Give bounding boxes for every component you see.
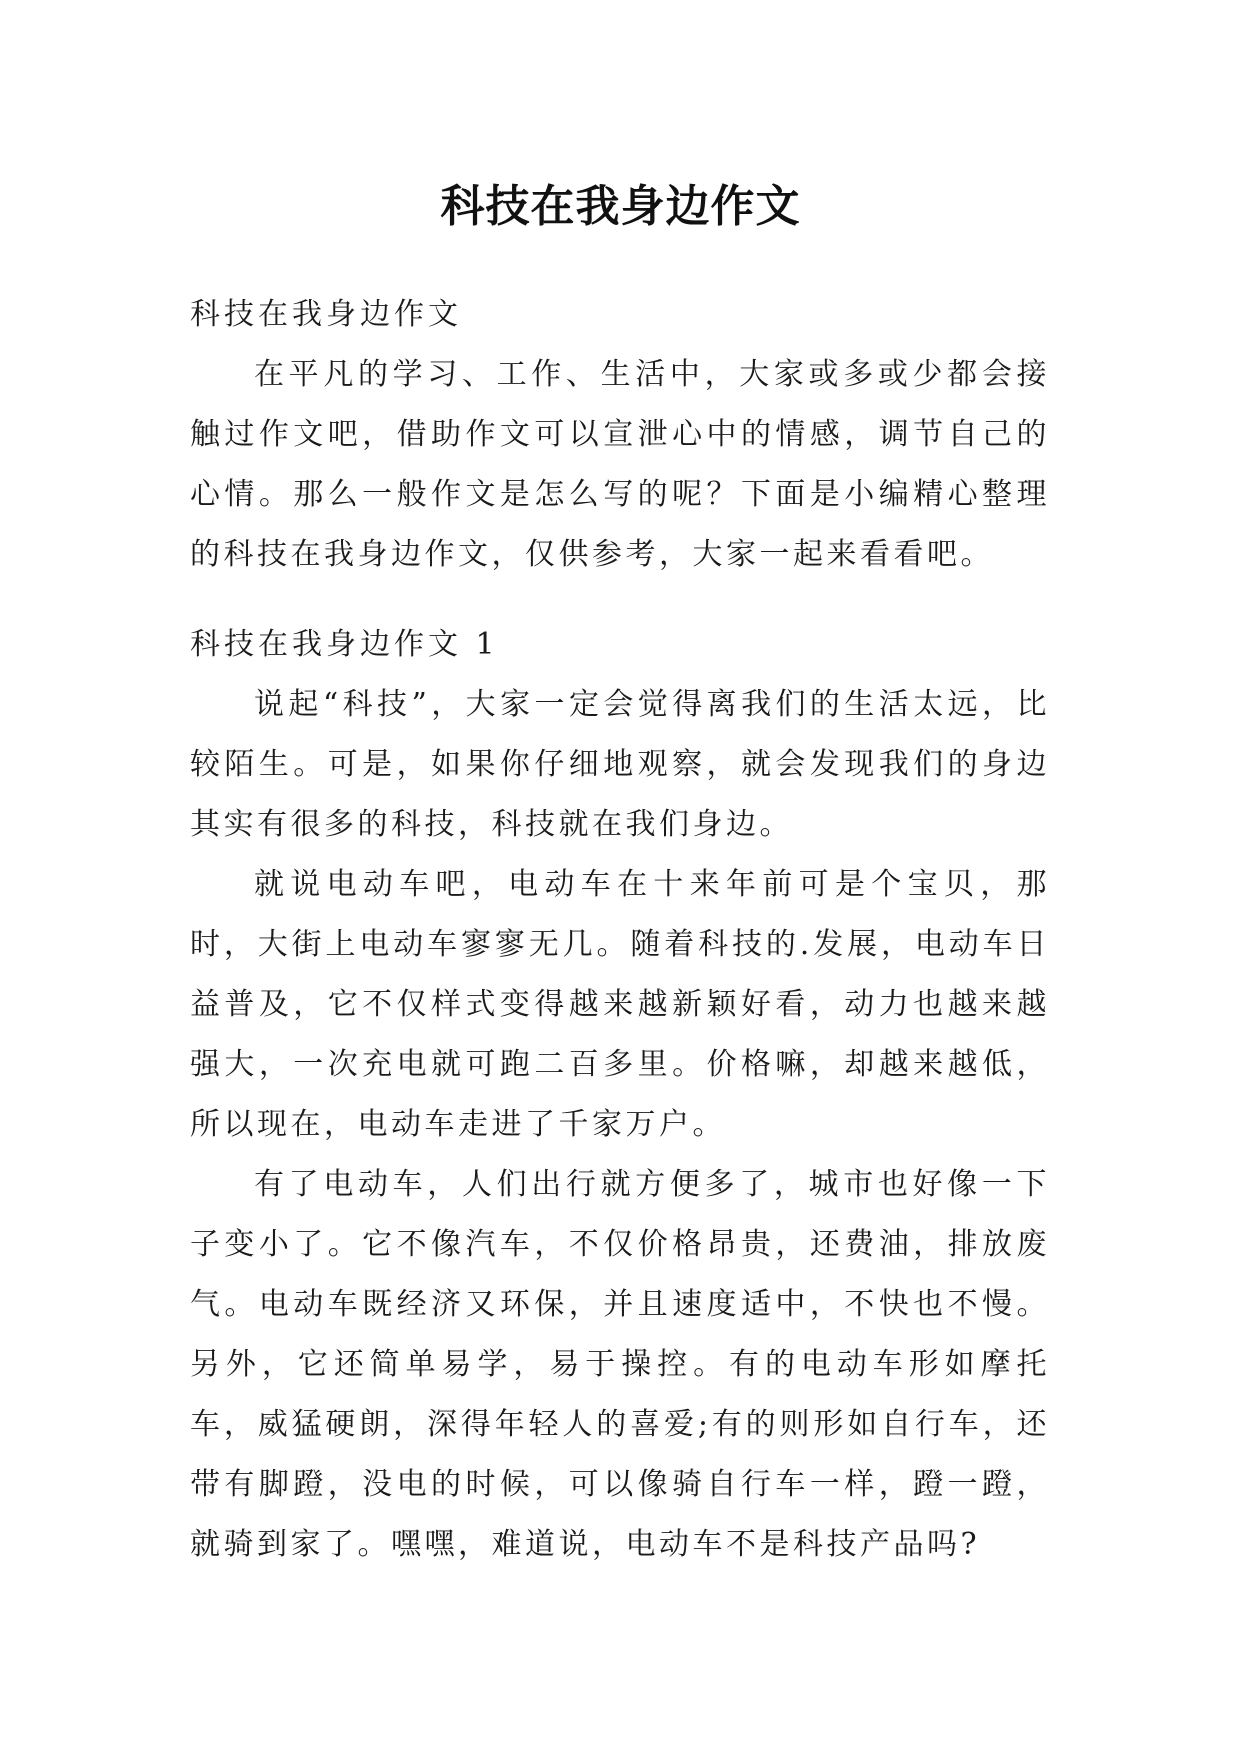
intro-paragraph: 在平凡的学习、工作、生活中，大家或多或少都会接触过作文吧，借助作文可以宣泄心中的情感，调节自己的心情。那么一般作文是怎么写的呢？下面是小编精心整理的科技在我身边作文，仅供参考，大家一起来看看吧。 <box>190 357 1050 572</box>
section-1 <box>190 615 1050 1575</box>
document-title: 科技在我身边作文 <box>440 181 801 233</box>
section-1-paragraph-3: 有了电动车，人们出行就方便多了，城市也好像一下子变小了。它不像汽车，不仅价格昂贵，还费油，排放废气。电动车既经济又环保，并且速度适中，不快也不慢。另外，它还简单易学，易于操控。有的电动车形如摩托车，威猛硬朗，深得年轻人的喜爱;有的则形如自行车，还带有脚蹬，没电的时候，可以像骑自行车一样，蹬一蹬，就骑到家了。嘿嘿，难道说，电动车不是科技产品吗? <box>190 1167 1050 1562</box>
intro-heading: 科技在我身边作文 <box>190 297 462 332</box>
section-1-heading: 科技在我身边作文 1 <box>190 627 499 662</box>
section-1-paragraph-1: 说起“科技”，大家一定会觉得离我们的生活太远，比较陌生。可是，如果你仔细地观察，就会发现我们的身边其实有很多的科技，科技就在我们身边。 <box>190 687 1050 842</box>
section-1-paragraph-2: 就说电动车吧，电动车在十来年前可是个宝贝，那时，大街上电动车寥寥无几。随着科技的.发展，电动车日益普及，它不仅样式变得越来越新颖好看，动力也越来越强大，一次充电就可跑二百多里。价格嘛，却越来越低，所以现在，电动车走进了千家万户。 <box>190 867 1050 1142</box>
document-body <box>190 285 1050 1575</box>
